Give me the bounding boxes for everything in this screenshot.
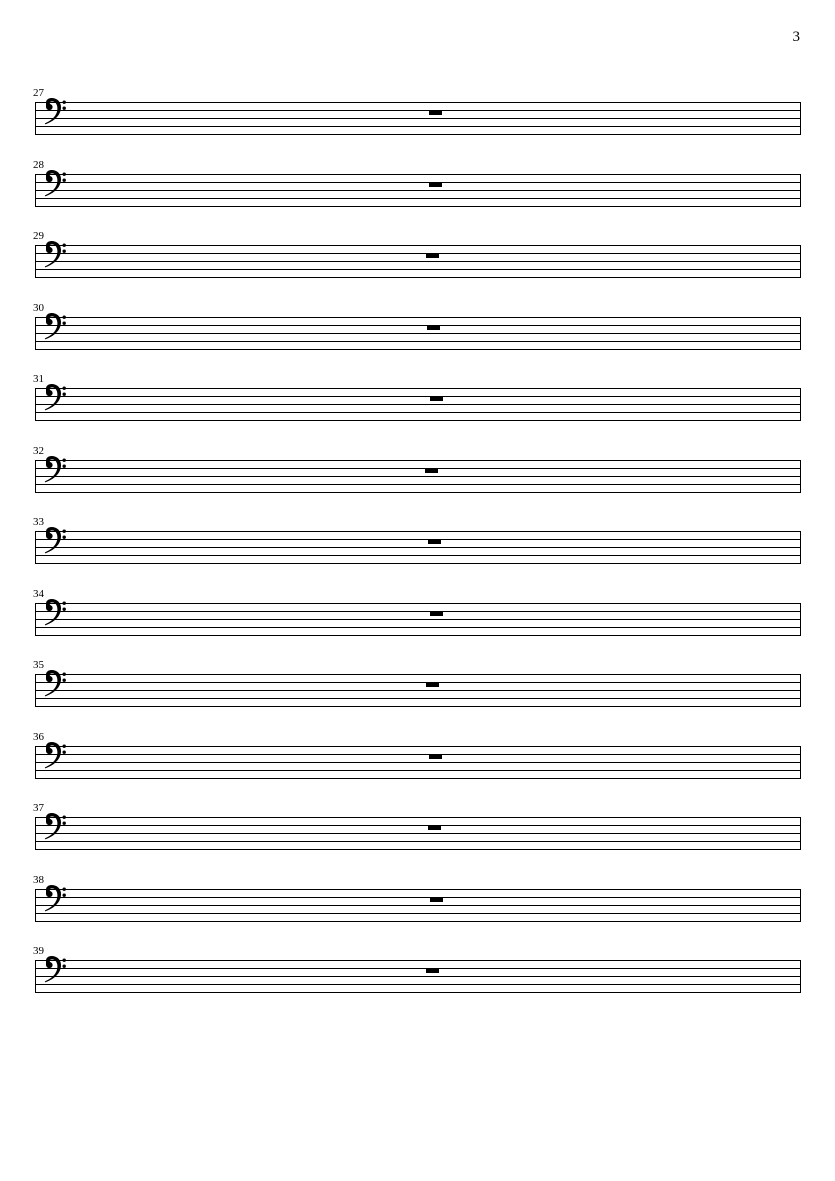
staff-line [35,778,801,779]
staff-line [35,396,801,397]
measure-number: 37 [33,802,44,814]
whole-rest-icon [425,468,438,473]
measure-number: 36 [33,730,44,743]
staff-line [35,968,801,969]
barline-start [35,603,36,636]
staff-line [35,841,801,842]
staff-line [35,833,801,834]
staff-line [35,547,801,548]
bass-clef-icon [40,662,74,702]
staff-system [0,374,835,446]
staff-systems-container [0,88,835,1018]
barline-end [800,746,801,779]
staff-line [35,126,801,127]
whole-rest-icon [428,825,441,830]
measure-number: 34 [33,587,44,600]
barline-start [35,102,36,135]
barline-end [800,317,801,350]
staff-line [35,325,801,326]
staff [35,317,801,349]
staff-line [35,134,801,135]
staff-line [35,198,801,199]
whole-rest-icon [430,897,443,902]
bass-clef-icon [40,448,74,488]
staff-line [35,182,801,183]
barline-end [800,889,801,922]
staff-line [35,921,801,922]
staff-line [35,603,801,604]
barline-start [35,674,36,707]
staff-system [0,589,835,661]
staff-line [35,476,801,477]
measure-number: 28 [33,158,44,171]
staff-system [0,875,835,947]
staff-line [35,341,801,342]
staff-line [35,960,801,961]
staff-line [35,404,801,405]
bass-clef-icon [40,305,74,345]
staff-line [35,690,801,691]
bass-clef-icon [40,162,74,202]
measure-number: 32 [33,444,44,457]
staff-line [35,913,801,914]
staff-system [0,946,835,1018]
barline-end [800,245,801,278]
measure-number: 33 [33,516,44,528]
staff [35,245,801,277]
barline-start [35,960,36,993]
staff-system [0,231,835,303]
barline-start [35,531,36,564]
staff-line [35,706,801,707]
bass-clef-icon [40,376,74,416]
staff-system [0,303,835,375]
barline-end [800,531,801,564]
measure-number: 30 [33,301,44,314]
bass-clef-icon [40,591,74,631]
staff-line [35,555,801,556]
staff-line [35,889,801,890]
bass-clef-icon [40,233,74,273]
staff-system [0,160,835,232]
staff-line [35,206,801,207]
staff-line [35,253,801,254]
staff-line [35,674,801,675]
barline-start [35,245,36,278]
staff-line [35,174,801,175]
staff-line [35,261,801,262]
whole-rest-icon [429,754,442,759]
staff-system [0,446,835,518]
staff-line [35,349,801,350]
staff [35,817,801,849]
bass-clef-icon [40,877,74,917]
barline-start [35,174,36,207]
measure-number: 39 [33,945,44,957]
staff [35,960,801,992]
bass-clef-icon [40,734,74,774]
barline-start [35,388,36,421]
whole-rest-icon [426,253,439,258]
staff-line [35,746,801,747]
whole-rest-icon [429,110,442,115]
staff [35,102,801,134]
staff-line [35,976,801,977]
staff [35,388,801,420]
barline-start [35,817,36,850]
staff-line [35,484,801,485]
bass-clef-icon [40,948,74,988]
staff-line [35,110,801,111]
staff-line [35,984,801,985]
measure-number: 38 [33,873,44,886]
staff-line [35,420,801,421]
barline-start [35,317,36,350]
whole-rest-icon [426,968,439,973]
staff-line [35,754,801,755]
staff-line [35,635,801,636]
barline-end [800,174,801,207]
staff-line [35,190,801,191]
staff-line [35,333,801,334]
barline-end [800,603,801,636]
measure-number: 31 [33,373,44,385]
staff-line [35,905,801,906]
staff-line [35,118,801,119]
staff-line [35,682,801,683]
barline-end [800,388,801,421]
barline-end [800,817,801,850]
staff-line [35,611,801,612]
barline-end [800,460,801,493]
staff-system [0,88,835,160]
staff-line [35,277,801,278]
barline-start [35,889,36,922]
staff [35,460,801,492]
staff-line [35,531,801,532]
staff-line [35,762,801,763]
barline-end [800,102,801,135]
barline-end [800,674,801,707]
bass-clef-icon [40,90,74,130]
staff-line [35,992,801,993]
staff-line [35,492,801,493]
staff-line [35,468,801,469]
whole-rest-icon [428,539,441,544]
staff-line [35,269,801,270]
staff-line [35,563,801,564]
staff-system [0,732,835,804]
page-number: 3 [792,29,800,45]
staff-system [0,660,835,732]
staff-line [35,388,801,389]
staff [35,174,801,206]
measure-number: 29 [33,230,44,242]
staff-line [35,102,801,103]
staff [35,603,801,635]
staff-line [35,825,801,826]
staff-line [35,897,801,898]
staff-line [35,849,801,850]
staff [35,889,801,921]
barline-start [35,746,36,779]
barline-end [800,960,801,993]
staff-line [35,698,801,699]
staff-line [35,619,801,620]
bass-clef-icon [40,805,74,845]
measure-number: 27 [33,87,44,99]
staff-line [35,770,801,771]
staff-line [35,460,801,461]
staff-line [35,627,801,628]
measure-number: 35 [33,659,44,671]
barline-start [35,460,36,493]
staff-line [35,245,801,246]
staff-line [35,317,801,318]
whole-rest-icon [427,325,440,330]
staff-line [35,539,801,540]
whole-rest-icon [426,682,439,687]
bass-clef-icon [40,519,74,559]
staff [35,531,801,563]
whole-rest-icon [430,611,443,616]
whole-rest-icon [429,182,442,187]
staff-system [0,517,835,589]
staff-system [0,803,835,875]
whole-rest-icon [430,396,443,401]
staff-line [35,412,801,413]
staff-line [35,817,801,818]
staff [35,674,801,706]
staff [35,746,801,778]
